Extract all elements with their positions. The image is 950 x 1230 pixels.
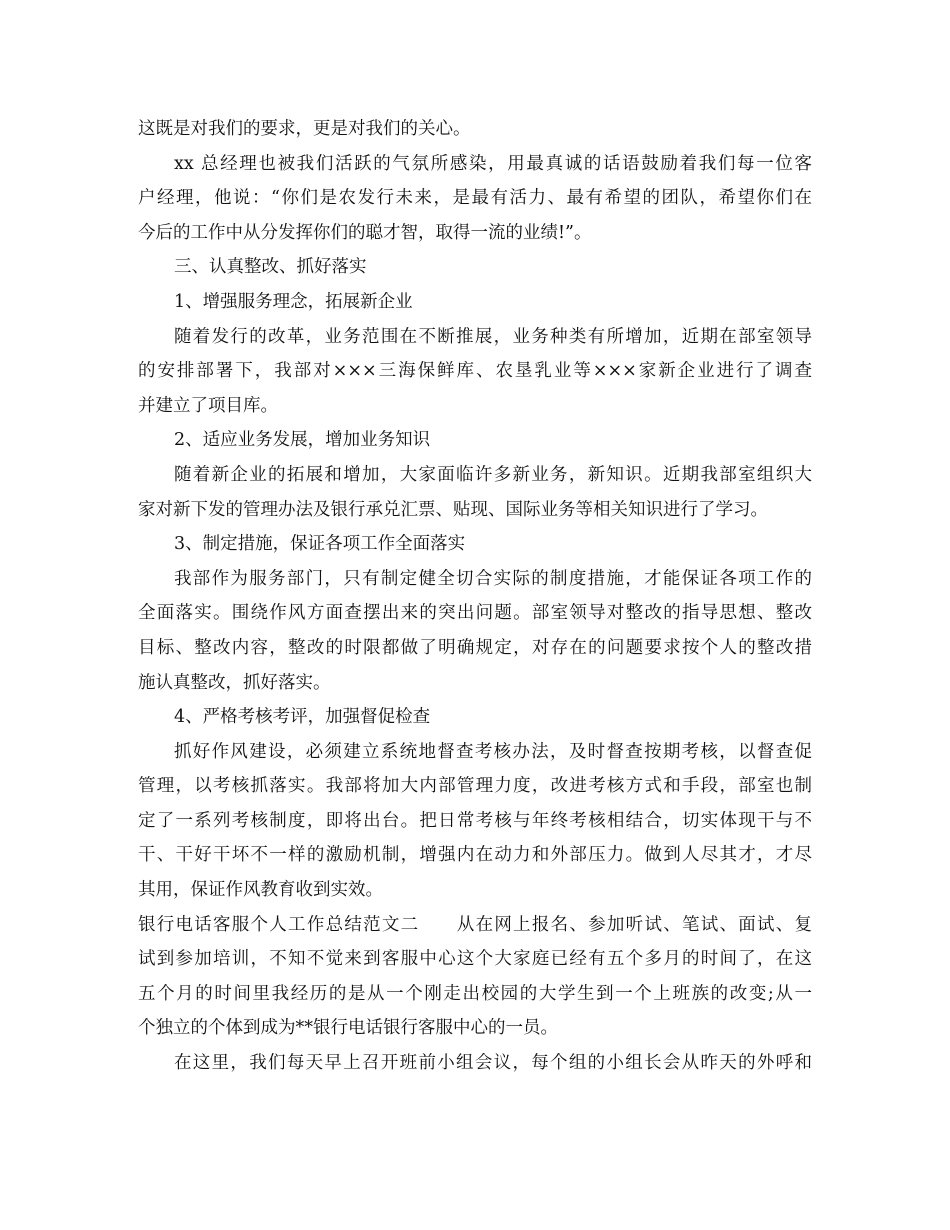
text-line: 三、认真整改、抓好落实	[174, 257, 367, 278]
text-line: 五个月的时间里我经历的是从一个刚走出校园的大学生到一个上班族的改变;从一	[138, 983, 812, 1004]
text-line: 户经理，他说：“你们是农发行未来，是最有活力、最有希望的团队，希望你们在	[138, 188, 812, 209]
text-line: 家对新下发的管理办法及银行承兑汇票、贴现、国际业务等相关知识进行了学习。	[138, 499, 768, 520]
text-line: 目标、整改内容，整改的时限都做了明确规定，对存在的问题要求按个人的整改措	[138, 637, 812, 658]
text-line: 随着发行的改革，业务范围在不断推展，业务种类有所增加，近期在部室领导	[174, 326, 812, 347]
text-line: 2、适应业务发展，增加业务知识	[174, 430, 431, 451]
text-line: 随着新企业的拓展和增加，大家面临许多新业务，新知识。近期我部室组织大	[174, 464, 812, 485]
text-line: 抓好作风建设，必须建立系统地督查考核办法，及时督查按期考核，以督查促	[174, 741, 812, 762]
text-line: 1、增强服务理念，拓展新企业	[174, 291, 413, 312]
text-line: 其用，保证作风教育收到实效。	[138, 880, 383, 901]
text-line: 今后的工作中从分发挥你们的聪才智，取得一流的业绩!”。	[138, 222, 592, 243]
text-line: 全面落实。围绕作风方面查摆出来的突出问题。部室领导对整改的指导思想、整改	[138, 603, 812, 624]
text-line: 并建立了项目库。	[138, 395, 278, 416]
text-line: 干、干好干坏不一样的激励机制，增强内在动力和外部压力。做到人尽其才，才尽	[138, 845, 812, 866]
text-line: 3、制定措施，保证各项工作全面落实	[174, 534, 466, 555]
text-line: 在这里，我们每天早上召开班前小组会议，每个组的小组长会从昨天的外呼和	[174, 1053, 812, 1074]
text-line: 4、严格考核考评，加强督促检查	[174, 707, 431, 728]
text-line: 银行电话客服个人工作总结范文二 从在网上报名、参加听试、笔试、面试、复	[138, 914, 812, 935]
text-line: 定了一系列考核制度，即将出台。把日常考核与年终考核相结合，切实体现干与不	[138, 810, 812, 831]
text-line: 个独立的个体到成为**银行电话银行客服中心的一员。	[138, 1018, 558, 1039]
text-line: xx 总经理也被我们活跃的气氛所感染，用最真诚的话语鼓励着我们每一位客	[174, 153, 812, 174]
text-line: 管理，以考核抓落实。我部将加大内部管理力度，改进考核方式和手段，部室也制	[138, 776, 812, 797]
document-page	[138, 112, 812, 1081]
text-line: 我部作为服务部门，只有制定健全切合实际的制度措施，才能保证各项工作的	[174, 568, 812, 589]
text-line: 的安排部署下，我部对×××三海保鲜库、农垦乳业等×××家新企业进行了调查	[138, 361, 812, 382]
text-line: 试到参加培训，不知不觉来到客服中心这个大家庭已经有五个多月的时间了，在这	[138, 949, 812, 970]
text-line: 施认真整改，抓好落实。	[138, 672, 331, 693]
text-line: 这既是对我们的要求，更是对我们的关心。	[138, 119, 471, 139]
